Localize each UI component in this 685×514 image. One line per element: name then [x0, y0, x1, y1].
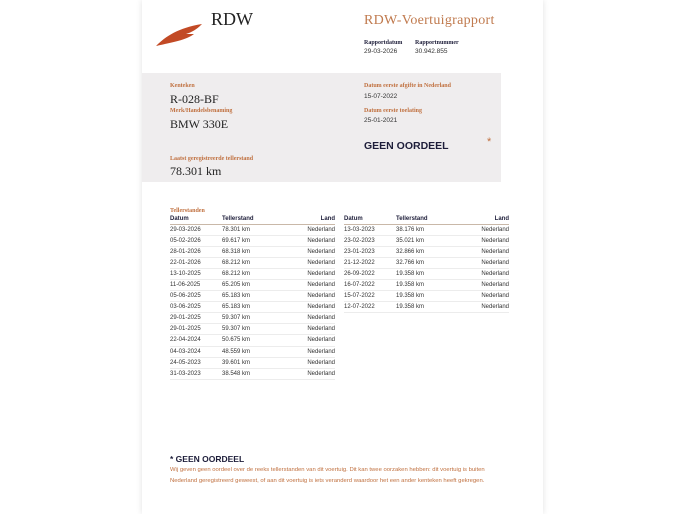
afgifte-label: Datum eerste afgifte in Nederland [364, 83, 451, 89]
teller: 78.301 km [170, 164, 222, 178]
datum-cell: 15-07-2022 [344, 291, 396, 302]
tellerstand-cell: 48.559 km [222, 346, 282, 357]
land-cell: Nederland [282, 302, 335, 313]
table-row [170, 279, 335, 290]
datum-cell: 11-06-2025 [170, 279, 222, 290]
tellerstanden-table-left [170, 215, 335, 380]
table-row [170, 291, 335, 302]
land-cell: Nederland [282, 257, 335, 268]
brand-name: RDW [211, 9, 253, 29]
table-row [170, 313, 335, 324]
table-row [170, 357, 335, 368]
land-cell: Nederland [456, 246, 509, 257]
datum-cell: 22-01-2026 [170, 257, 222, 268]
datum-cell: 13-10-2025 [170, 268, 222, 279]
tellerstand-cell: 68.212 km [222, 257, 282, 268]
land-cell: Nederland [456, 268, 509, 279]
datum-cell: 23-02-2023 [344, 235, 396, 246]
rapportdatum-label: Rapportdatum [364, 40, 403, 46]
rapportdatum: 29-03-2026 [364, 48, 398, 55]
tellerstand-cell: 59.307 km [222, 324, 282, 335]
column-header: Datum [344, 215, 396, 224]
datum-cell: 12-07-2022 [344, 302, 396, 313]
table-row [170, 246, 335, 257]
tellerstanden-title: Tellerstanden [170, 208, 205, 214]
datum-cell: 31-03-2023 [170, 368, 222, 379]
tellerstand-cell: 78.301 km [222, 224, 282, 235]
table-row [170, 268, 335, 279]
datum-cell: 28-01-2026 [170, 246, 222, 257]
land-cell: Nederland [456, 302, 509, 313]
kenteken-label: Kenteken [170, 83, 195, 89]
table-header [170, 215, 335, 224]
datum-cell: 05-02-2026 [170, 235, 222, 246]
tellerstand-cell: 19.358 km [396, 279, 456, 290]
datum-cell: 29-03-2026 [170, 224, 222, 235]
table-row [344, 246, 509, 257]
datum-cell: 24-05-2023 [170, 357, 222, 368]
table-row [344, 224, 509, 235]
merk-label: Merk/Handelsbenaming [170, 108, 233, 114]
afgifte: 15-07-2022 [364, 93, 398, 100]
toelating-label: Datum eerste toelating [364, 108, 422, 114]
column-header: Datum [170, 215, 222, 224]
rapportnummer-label: Rapportnummer [415, 40, 459, 46]
table-row [344, 268, 509, 279]
land-cell: Nederland [282, 246, 335, 257]
tellerstand-cell: 35.021 km [396, 235, 456, 246]
datum-cell: 05-06-2025 [170, 291, 222, 302]
land-cell: Nederland [282, 279, 335, 290]
land-cell: Nederland [456, 235, 509, 246]
land-cell: Nederland [282, 324, 335, 335]
table-row [170, 257, 335, 268]
land-cell: Nederland [456, 279, 509, 290]
rdw-logo-icon [156, 22, 204, 46]
datum-cell: 23-01-2023 [344, 246, 396, 257]
land-cell: Nederland [282, 313, 335, 324]
table-row [170, 224, 335, 235]
table-row [344, 235, 509, 246]
rapportnummer: 30.942.855 [415, 48, 448, 55]
note-title: * GEEN OORDEEL [170, 454, 245, 464]
oordeel: GEEN OORDEEL [364, 140, 449, 152]
land-cell: Nederland [282, 368, 335, 379]
tellerstand-cell: 50.675 km [222, 335, 282, 346]
tellerstand-cell: 68.212 km [222, 268, 282, 279]
land-cell: Nederland [456, 257, 509, 268]
land-cell: Nederland [282, 268, 335, 279]
tellerstand-cell: 65.205 km [222, 279, 282, 290]
land-cell: Nederland [282, 357, 335, 368]
tellerstand-cell: 59.307 km [222, 313, 282, 324]
column-header: Land [456, 215, 509, 224]
land-cell: Nederland [456, 224, 509, 235]
tellerstand-cell: 65.183 km [222, 291, 282, 302]
report-title: RDW-Voertuigrapport [364, 13, 495, 28]
oordeel-star: * [487, 136, 492, 148]
table-row [170, 235, 335, 246]
table-row [344, 279, 509, 290]
table-row [170, 302, 335, 313]
tellerstand-cell: 38.548 km [222, 368, 282, 379]
table-row [170, 324, 335, 335]
table-row [170, 335, 335, 346]
land-cell: Nederland [456, 291, 509, 302]
teller-label: Laatst geregistreerde tellerstand [170, 156, 254, 162]
tellerstanden-table-right [344, 215, 509, 313]
merk: BMW 330E [170, 117, 229, 131]
datum-cell: 21-12-2022 [344, 257, 396, 268]
datum-cell: 13-03-2023 [344, 224, 396, 235]
datum-cell: 22-04-2024 [170, 335, 222, 346]
note-text: Wij geven geen oordeel over de reeks tellerstanden van dit voertuig. Dit kan twee oorzaken hebben: dit voertuig is buiten Nederland geregistreerd geweest, of aan dit voertuig is iets veranderd waardoor het een ander kenteken heeft gekregen. [170, 467, 485, 484]
tellerstand-cell: 68.318 km [222, 246, 282, 257]
tellerstand-cell: 32.766 km [396, 257, 456, 268]
kenteken: R-028-BF [170, 92, 219, 106]
tellerstand-cell: 19.358 km [396, 302, 456, 313]
land-cell: Nederland [282, 291, 335, 302]
land-cell: Nederland [282, 235, 335, 246]
column-header: Tellerstand [222, 215, 282, 224]
toelating: 25-01-2021 [364, 117, 398, 124]
tellerstand-cell: 38.176 km [396, 224, 456, 235]
column-header: Tellerstand [396, 215, 456, 224]
table-row [344, 302, 509, 313]
table-header [344, 215, 509, 224]
table-row [170, 368, 335, 379]
datum-cell: 16-07-2022 [344, 279, 396, 290]
tellerstand-cell: 19.358 km [396, 291, 456, 302]
table-row [344, 257, 509, 268]
datum-cell: 03-06-2025 [170, 302, 222, 313]
datum-cell: 04-03-2024 [170, 346, 222, 357]
column-header: Land [282, 215, 335, 224]
tellerstand-cell: 69.617 km [222, 235, 282, 246]
datum-cell: 29-01-2025 [170, 324, 222, 335]
table-row [344, 291, 509, 302]
land-cell: Nederland [282, 346, 335, 357]
datum-cell: 29-01-2025 [170, 313, 222, 324]
table-row [170, 346, 335, 357]
datum-cell: 26-09-2022 [344, 268, 396, 279]
tellerstand-cell: 65.183 km [222, 302, 282, 313]
tellerstand-cell: 32.866 km [396, 246, 456, 257]
land-cell: Nederland [282, 335, 335, 346]
tellerstand-cell: 39.601 km [222, 357, 282, 368]
land-cell: Nederland [282, 224, 335, 235]
tellerstand-cell: 19.358 km [396, 268, 456, 279]
